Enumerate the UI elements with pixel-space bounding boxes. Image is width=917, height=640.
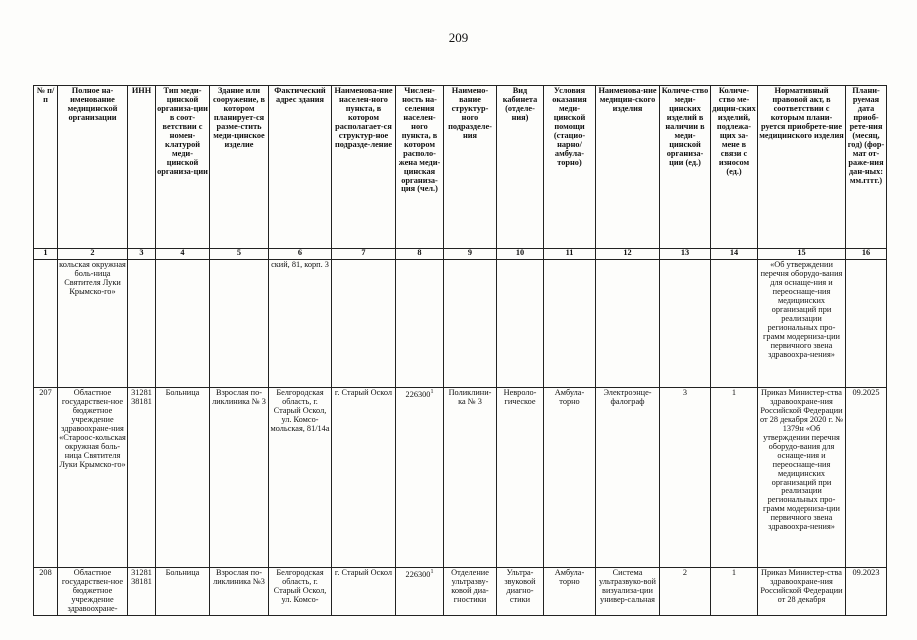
header-cell: Тип меди-цинской организа-ции в соот-ветствии с номен-клатурой меди-цинской организа-ции	[156, 86, 210, 249]
cell-population	[396, 260, 444, 388]
cell-population	[396, 388, 444, 568]
cell-legal-act: Приказ Министер-ства здравоохране-ния Российской Федерации от 28 декабря 2020 г. № 1379н «Об утверждении перечня оборудо-вания для оснаще-ния и переоснаще-ния медицинских организаций при реализации региональных про-грамм модерниза-ции первичного звена здравоохра-нения»	[758, 388, 846, 568]
population-footnote: 1	[430, 389, 434, 395]
table-row-207	[34, 388, 887, 568]
header-cell: Числен-ность на-селения населен-ного пункта, в котором располо-жена меди-цинская организа-ция (чел.)	[396, 86, 444, 249]
header-cell: Здание или сооружение, в котором планирует-ся разме-стить меди-цинское изделие	[210, 86, 269, 249]
cell-organization-name: кольская окружная боль-ница Святителя Луки Крымско-го»	[58, 260, 128, 388]
header-cell: № п/п	[34, 86, 58, 249]
cell-cabinet-type: Невроло-гическое	[497, 388, 544, 568]
cell-inn	[128, 260, 156, 388]
header-cell: Нормативный правовой акт, в соответствии с которым плани-руется приобрете-ние медицинского изделия	[758, 86, 846, 249]
cell-organization-type	[156, 260, 210, 388]
column-number: 3	[128, 249, 156, 260]
cell-device-name: Электроэнце-фалограф	[596, 388, 660, 568]
column-number: 9	[444, 249, 497, 260]
cell-address: Белгородская область, г. Старый Оскол, ул. Комсо-мольская, 81/14а	[269, 388, 332, 568]
column-number: 14	[711, 249, 758, 260]
column-number: 16	[846, 249, 887, 260]
column-number-row	[34, 249, 887, 260]
header-cell: Плани-руемая дата приоб-рете-ния (месяц, год) (фор-мат от-раже-ния дан-ных: мм.гггг.)	[846, 86, 887, 249]
cell-locality	[332, 260, 396, 388]
cell-cabinet-type	[497, 260, 544, 388]
header-cell: Вид кабинета (отделе-ния)	[497, 86, 544, 249]
page-number: 209	[448, 30, 469, 45]
header-cell: Полное на-именование медицинской организации	[58, 86, 128, 249]
cell-purchase-date: 09.2023	[846, 568, 887, 616]
header-row	[34, 86, 887, 249]
header-cell: Наименова-ние населен-ного пункта, в котором располагает-ся структур-ное подразде-ление	[332, 86, 396, 249]
cell-subdivision: Поликлини-ка № 3	[444, 388, 497, 568]
cell-care-conditions: Амбула-торно	[544, 388, 596, 568]
cell-address: ский, 81, корп. 3	[269, 260, 332, 388]
column-number: 10	[497, 249, 544, 260]
cell-replacement-count	[711, 260, 758, 388]
cell-organization-type: Больница	[156, 388, 210, 568]
cell-replacement-count: 1	[711, 568, 758, 616]
cell-number: 208	[34, 568, 58, 616]
cell-care-conditions: Амбула-торно	[544, 568, 596, 616]
table-row-continuation	[34, 260, 887, 388]
cell-building	[210, 260, 269, 388]
cell-inn: 31281 38181	[128, 568, 156, 616]
header-cell: Наимено-вание структур-ного подразделе-ния	[444, 86, 497, 249]
column-number: 4	[156, 249, 210, 260]
column-number: 15	[758, 249, 846, 260]
population-footnote: 1	[430, 569, 434, 575]
cell-device-count: 3	[660, 388, 711, 568]
cell-number	[34, 260, 58, 388]
cell-cabinet-type: Ультра-звуковой диагно-стики	[497, 568, 544, 616]
cell-building: Взрослая по-ликлиника №3	[210, 568, 269, 616]
column-number: 1	[34, 249, 58, 260]
cell-organization-name: Областное государствен-ное бюджетное учреждение здравоохране-	[58, 568, 128, 616]
cell-locality: г. Старый Оскол	[332, 568, 396, 616]
cell-legal-act: «Об утверждении перечня оборудо-вания для оснаще-ния и переоснаще-ния медицинских организаций при реализации региональных про-грамм модерниза-ции первичного звена здравоохра-нения»	[758, 260, 846, 388]
cell-device-count	[660, 260, 711, 388]
cell-device-name: Система ультразвуко-вой визуализа-ции универ-сальная	[596, 568, 660, 616]
cell-number: 207	[34, 388, 58, 568]
cell-subdivision: Отделение ультразву-ковой диа-гностики	[444, 568, 497, 616]
column-number: 13	[660, 249, 711, 260]
header-cell: Фактический адрес здания	[269, 86, 332, 249]
population-value: 226300	[405, 569, 431, 579]
column-number: 2	[58, 249, 128, 260]
header-cell: Наименова-ние медицин-ского изделия	[596, 86, 660, 249]
cell-population	[396, 568, 444, 616]
population-value: 226300	[405, 389, 431, 399]
cell-device-name	[596, 260, 660, 388]
header-cell: Количе-ство ме-дицин-ских изделий, подлежа-щих за-мене в связи с износом (ед.)	[711, 86, 758, 249]
cell-address: Белгородская область, г. Старый Оскол, ул. Комсо-	[269, 568, 332, 616]
cell-subdivision	[444, 260, 497, 388]
header-cell: Количе-ство меди-цинских изделий в наличии в меди-цинской организа-ции (ед.)	[660, 86, 711, 249]
table-row-208	[34, 568, 887, 616]
cell-legal-act: Приказ Министер-ства здравоохране-ния Российской Федерации от 28 декабря	[758, 568, 846, 616]
medical-equipment-table	[33, 85, 887, 616]
column-number: 7	[332, 249, 396, 260]
cell-care-conditions	[544, 260, 596, 388]
cell-building: Взрослая по-ликлиника № 3	[210, 388, 269, 568]
column-number: 5	[210, 249, 269, 260]
header-cell: Условия оказания меди-цинской помощи (стацио-нарно/ амбула-торно)	[544, 86, 596, 249]
cell-locality: г. Старый Оскол	[332, 388, 396, 568]
header-cell: ИНН	[128, 86, 156, 249]
column-number: 11	[544, 249, 596, 260]
cell-purchase-date: 09.2025	[846, 388, 887, 568]
cell-replacement-count: 1	[711, 388, 758, 568]
column-number: 6	[269, 249, 332, 260]
column-number: 8	[396, 249, 444, 260]
column-number: 12	[596, 249, 660, 260]
cell-organization-name: Областное государствен-ное бюджетное учреждение здравоохране-ния «Староос-кольская окружная боль-ница Святителя Луки Крымско-го»	[58, 388, 128, 568]
cell-purchase-date	[846, 260, 887, 388]
cell-organization-type: Больница	[156, 568, 210, 616]
cell-inn: 31281 38181	[128, 388, 156, 568]
cell-device-count: 2	[660, 568, 711, 616]
